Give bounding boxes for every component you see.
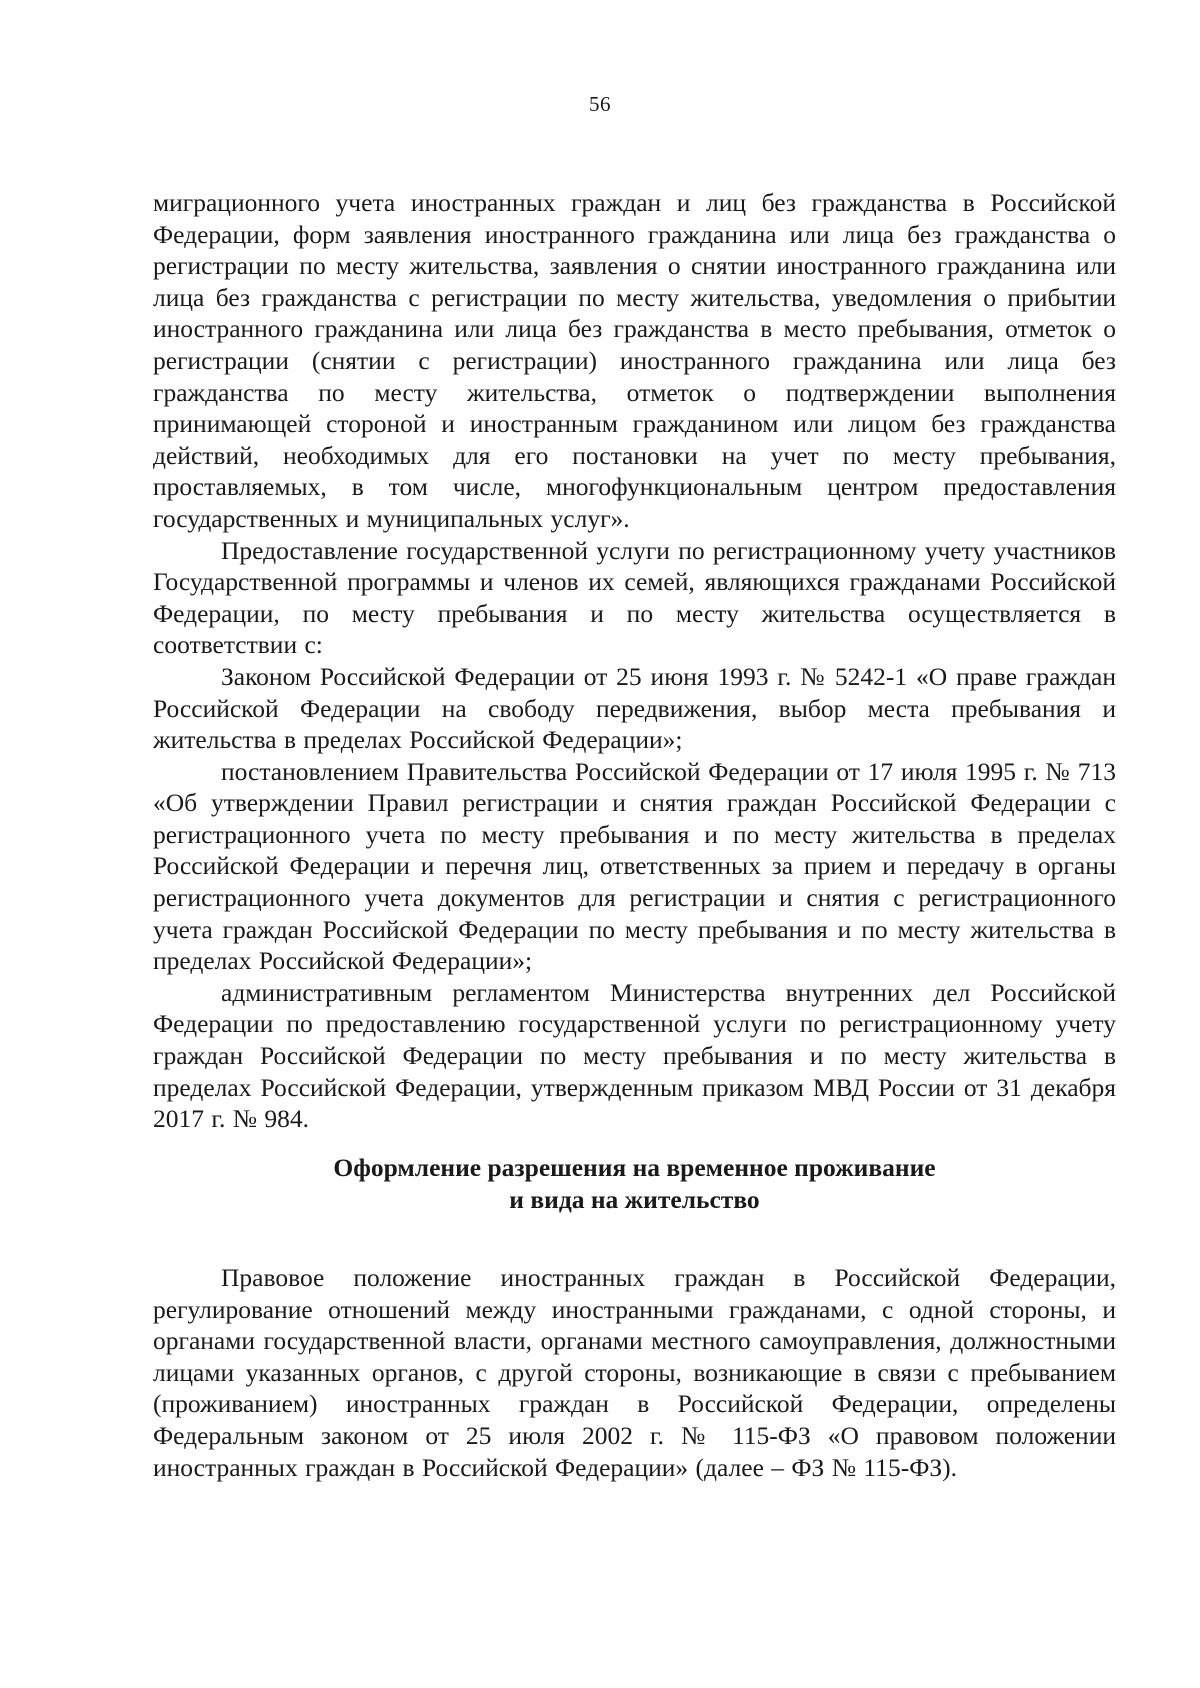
paragraph-service-basis: Предоставление государственной услуги по регистрационному учету участников Государственной программы и членов их семей, являющихся гражданами Российской Федерации, по месту пребывания и по месту жительства осуществляется в соответствии с: [153, 535, 1116, 660]
paragraph-continuation: миграционного учета иностранных граждан и лиц без гражданства в Российской Федерации, форм заявления иностранного гражданина или лица без гражданства о регистрации по месту жительства, заявления о снятии иностранного гражданина или лица без гражданства с регистрации по месту жительства, уведомления о прибытии иностранного гражданина или лица без гражданства в место пребывания, отметок о регистрации (снятии с регистрации) иностранного гражданина или лица без гражданства по месту жительства, отметок о подтверждении выполнения принимающей стороной и иностранным гражданином или лицом без гражданства действий, необходимых для его постановки на учет по месту пребывания, проставляемых, в том числе, многофункциональным центром предоставления государственных и муниципальных услуг». [153, 188, 1116, 533]
paragraph-decree-713: постановлением Правительства Российской Федерации от 17 июля 1995 г. № 713 «Об утверждении Правил регистрации и снятия граждан Российской Федерации с регистрационного учета по месту пребывания и по месту жительства в пределах Российской Федерации и перечня лиц, ответственных за прием и передачу в органы регистрационного учета документов для регистрации и снятия с регистрационного учета граждан Российской Федерации по месту пребывания и по месту жительства в пределах Российской Федерации»; [153, 756, 1116, 976]
paragraph-law-5242: Законом Российской Федерации от 25 июня 1993 г. № 5242-1 «О праве граждан Российской Федерации на свободу передвижения, выбор места пребывания и жительства в пределах Российской Федерации»; [153, 661, 1116, 755]
section-heading [153, 1152, 1116, 1216]
paragraph-regulation-984: административным регламентом Министерства внутренних дел Российской Федерации по предоставлению государственной услуги по регистрационному учету граждан Российской Федерации по месту пребывания и по месту жительства в пределах Российской Федерации, утвержденным приказом МВД России от 31 декабря 2017 г. № 984. [153, 977, 1116, 1134]
page-number: 56 [589, 92, 611, 116]
text-block-top [153, 187, 1116, 1135]
section-heading-line-1: Оформление разрешения на временное проживание [333, 1153, 936, 1182]
section-heading-line-2: и вида на жительство [509, 1185, 760, 1214]
text-block-section [153, 1262, 1116, 1483]
paragraph-legal-status: Правовое положение иностранных граждан в Российской Федерации, регулирование отношений между иностранными гражданами, с одной стороны, и органами государственной власти, органами местного самоуправления, должностными лицами указанных органов, с другой стороны, возникающие в связи с пребыванием (проживанием) иностранных граждан в Российской Федерации, определены Федеральным законом от 25 июля 2002 г. № 115-ФЗ «О правовом положении иностранных граждан в Российской Федерации» (далее – ФЗ № 115-ФЗ). [153, 1263, 1116, 1482]
